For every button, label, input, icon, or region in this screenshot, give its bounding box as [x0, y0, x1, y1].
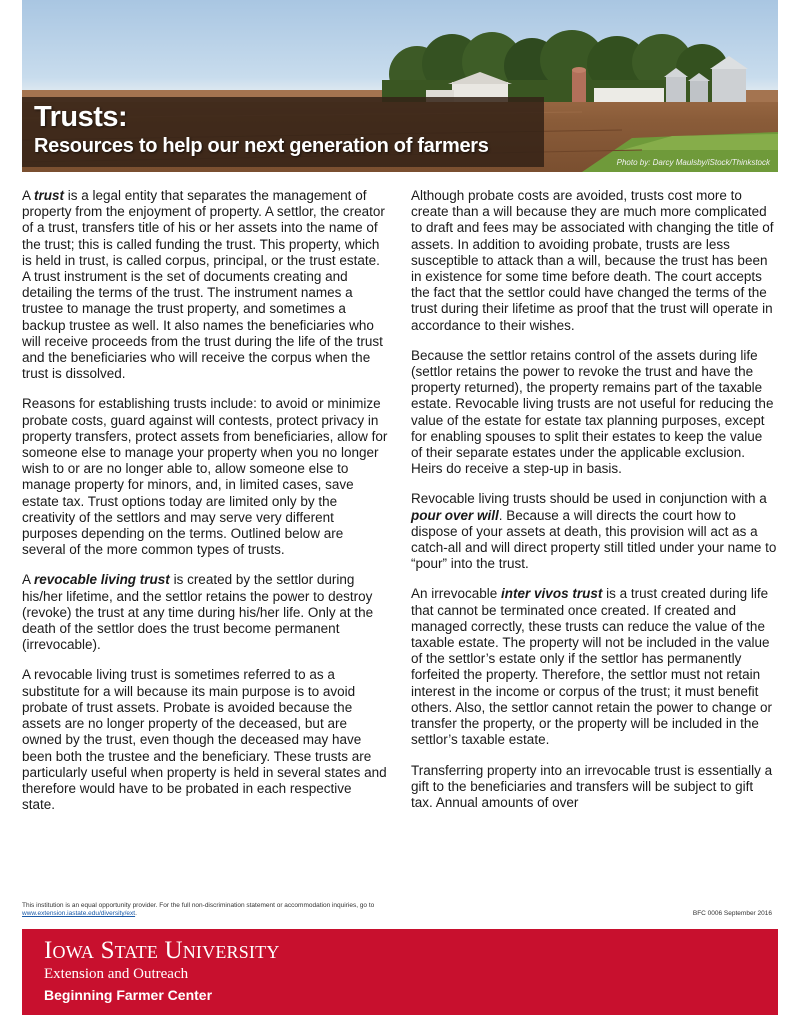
footer-banner: [22, 929, 778, 1015]
page-title: Trusts:: [34, 101, 128, 133]
header-banner: [22, 0, 778, 172]
non-discrimination-statement: This institution is an equal opportunity provider. For the full non-discrimination statement or accommodation inquiries, go to www.extension.iastate.edu/diversity/ext.: [22, 902, 375, 917]
paragraph-gift-tax: Transferring property into an irrevocable trust is essentially a gift to the beneficiaries and transfers will be subject to gift tax. Annual amounts of over: [411, 762, 773, 810]
left-column: [22, 188, 388, 827]
diversity-link[interactable]: www.extension.iastate.edu/diversity/ext: [22, 910, 136, 917]
university-wordmark: Iowa State University: [44, 937, 280, 964]
paragraph-trust-definition: A trust is a legal entity that separates the management of property from the enjoyment of property. A settlor, the creator of a trust, transfers title of his or her assets into the name of the trust; this is called funding the trust. This property, which is held in trust, is called corpus, principal, or the trust estate. A trust instrument is the set of documents creating and detailing the terms of the trust. The instrument names a trustee to manage the trust property, and sometimes a backup trustee as well. It also names the beneficiaries who will receive proceeds from the trust during the life of the trust and the beneficiaries who will receive the corpus when the trust is dissolved.: [22, 188, 385, 382]
term-inter-vivos-trust: inter vivos trust: [501, 586, 603, 602]
paragraph-pour-over-will: Revocable living trusts should be used in conjunction with a pour over will. Because a will directs the court how to dispose of your assets at death, this provision will act as a catch-all and will direct property still titled under your name to “pour” into the trust.: [411, 491, 777, 572]
extension-unit: Extension and Outreach: [44, 966, 189, 982]
paragraph-settlor-control: Because the settlor retains control of the assets during life (settlor retains the power to revoke the trust and have the property returned), the property remains part of the taxable estate. Revocable living trusts are not useful for reducing the value of the estate for estate tax planning purposes, except for enabling spouses to split their estates to keep the value of their separate estates under the applicable exclusion. Heirs do receive a step-up in basis.: [411, 347, 774, 477]
term-revocable-living-trust: revocable living trust: [34, 572, 170, 588]
paragraph-will-substitute: A revocable living trust is sometimes referred to as a substitute for a will because its main purpose is to avoid probate of trust assets. Probate is avoided because the assets are no longer property of the deceased, but are owned by the trust, even though the deceased may have been both the trustee and the beneficiary. These trusts are particularly useful when property is held in several states and therefore would have to be probated in each respective state.: [22, 667, 387, 813]
photo-credit: Photo by: Darcy Maulsby/iStock/Thinkstock: [616, 158, 770, 167]
fact-sheet-page: [22, 0, 778, 1028]
paragraph-revocable-living-trust: A revocable living trust is created by the settlor during his/her lifetime, and the settlor retains the power to destroy (revoke) the trust at any time during his/her life. Only at the death of the settlor does the trust become permanent (irrevocable).: [22, 572, 374, 653]
term-trust: trust: [34, 188, 65, 203]
right-column: [411, 188, 777, 825]
term-pour-over-will: pour over will: [411, 507, 499, 523]
center-name: Beginning Farmer Center: [44, 987, 213, 1003]
paragraph-inter-vivos-trust: An irrevocable inter vivos trust is a trust created during life that cannot be terminated once created. If created and managed correctly, these trusts can reduce the value of the taxable estate. The property will not be included in the value of the settlor’s estate only if the settlor has permanently forfeited the property. Therefore, the settlor must not retain interest in the income or corpus of the trust; it must benefit others. Also, the settlor cannot retain the power to change or transfer the property, or the property will be included in the settlor’s taxable estate.: [411, 586, 772, 748]
publication-code: BFC 0006 September 2016: [692, 910, 772, 917]
page-subtitle: Resources to help our next generation of farmers: [34, 135, 489, 157]
paragraph-probate-costs: Although probate costs are avoided, trusts cost more to create than a will because they are much more complicated to draft and fees may be associated with changing the title of assets. In addition to avoiding probate, trusts are less susceptible to attack than a will, because the trust has been in existence for some time before death. The court accepts the fact that the settlor could have changed the terms of the trust during their lifetime as proof that the trust will operate in accordance to their wishes.: [411, 188, 774, 333]
paragraph-reasons: Reasons for establishing trusts include: to avoid or minimize probate costs, guard against will contests, protect privacy in property transfers, protect assets from beneficiaries, allow for someone else to manage your property when you no longer wish to or are no longer able to, allow someone else to manage property for minors, and, in limited cases, save estate tax. Trust options today are limited only by the creativity of the settlors and may serve very different purposes depending on the terms. Outlined below are several of the more common types of trusts.: [22, 396, 388, 558]
